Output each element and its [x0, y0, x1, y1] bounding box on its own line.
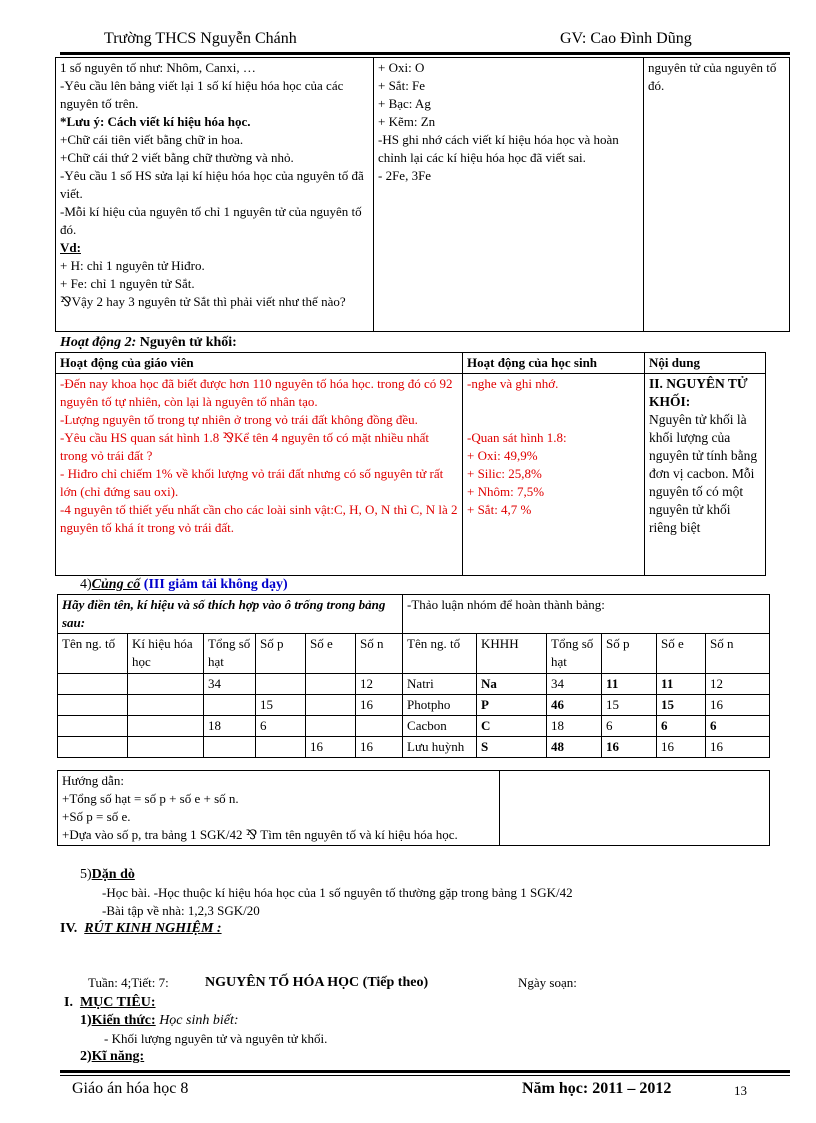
activity2-title: Hoạt động 2: Nguyên tử khối: [60, 335, 237, 350]
top-line: + Oxi: O [378, 60, 425, 75]
top-line: 1 số nguyên tố như: Nhôm, Canxi, … [60, 60, 256, 75]
top-line: + Bạc: Ag [378, 96, 431, 111]
section-iv-title: IV. RÚT KINH NGHIỆM : [60, 921, 222, 936]
table-row: 34 12 Natri Na 34 11 11 12 [58, 674, 770, 695]
top-line: -Yêu cầu lên bảng viết lại 1 số kí hiệu hóa học của các nguyên tố trên. [60, 78, 344, 111]
knowledge-item: - Khối lượng nguyên tử và nguyên tử khối. [104, 1031, 328, 1046]
col-header: Tên ng. tố [58, 634, 128, 674]
guide-empty-cell [500, 771, 770, 846]
top-line: + H: chỉ 1 nguyên tử Hiđro. [60, 258, 205, 273]
teacher-name: GV: Cao Đình Dũng [560, 30, 692, 47]
col-header: Nội dung [645, 353, 766, 374]
top-line: -Mỗi kí hiệu của nguyên tố chỉ 1 nguyên tử của nguyên tố đó. [60, 204, 362, 237]
activity2-table [55, 352, 766, 576]
exercise-right-title: -Thảo luận nhóm để hoàn thành bảng: [403, 595, 770, 634]
top-line: -HS ghi nhớ cách viết kí hiệu hóa học và hoàn chỉnh lại các kí hiệu hóa học đã viết sai. [378, 132, 619, 165]
top-line: *Lưu ý: Cách viết kí hiệu hóa học. [60, 114, 251, 129]
exercise-header-row [58, 634, 770, 674]
page-number: 13 [734, 1083, 747, 1098]
col-header: Tổng số hạt [204, 634, 256, 674]
exercise-table [57, 594, 770, 758]
col-header: Số p [256, 634, 306, 674]
section5-line: -Bài tập về nhà: 1,2,3 SGK/20 [102, 903, 260, 918]
col-header: Hoạt động của giáo viên [56, 353, 463, 374]
col-header: Kí hiệu hóa học [128, 634, 204, 674]
footer-rule [60, 1070, 790, 1073]
table-row: 18 6 Cacbon C 18 6 6 6 [58, 716, 770, 737]
lesson-date: Ngày soạn: [518, 975, 577, 990]
top-line: + Fe: chỉ 1 nguyên tử Sắt. [60, 276, 195, 291]
top-line: + Kẽm: Zn [378, 114, 436, 129]
footer-subject: Giáo án hóa học 8 [72, 1080, 189, 1097]
col-header: Hoạt động của học sinh [463, 353, 645, 374]
top-line: +Chữ cái thứ 2 viết bằng chữ thường và nhỏ. [60, 150, 294, 165]
col-header: Số n [356, 634, 403, 674]
top-table [55, 57, 790, 332]
objectives-title: I. MỤC TIÊU: [64, 995, 156, 1010]
top-line: ⅋Vậy 2 hay 3 nguyên tử Sắt thì phải viết như thế nào? [60, 294, 346, 309]
top-line: Vd: [60, 240, 81, 255]
col-header: Số e [306, 634, 356, 674]
top-col-content [644, 58, 790, 332]
top-col-student [374, 58, 644, 332]
content-cell: II. NGUYÊN TỬ KHỐI: Nguyên tử khối là khối lượng của nguyên tử tính bằng đơn vị cacbon. Mỗi nguyên tố có một nguyên tử khối riêng biệt [645, 374, 766, 576]
section4-title: 4)Củng cố (III giảm tải không dạy) [80, 577, 288, 592]
guide-table [57, 770, 770, 846]
col-header: Số e [657, 634, 706, 674]
col-header: KHHH [477, 634, 547, 674]
school-name: Trường THCS Nguyễn Chánh [104, 30, 297, 47]
header-rule [60, 52, 790, 55]
section5-line: -Học bài. -Học thuộc kí hiệu hóa học của 1 số nguyên tố thường gặp trong bảng 1 SGK/42 [102, 885, 573, 900]
col-header: Số n [706, 634, 770, 674]
top-line: + Sắt: Fe [378, 78, 426, 93]
footer-rule-thin [60, 1075, 790, 1076]
exercise-left-title: Hãy điền tên, kí hiệu và số thích hợp vào ô trống trong bảng sau: [58, 595, 403, 634]
top-col-teacher [56, 58, 374, 332]
top-line: - 2Fe, 3Fe [378, 168, 432, 183]
top-line: nguyên tử của nguyên tố đó. [648, 60, 777, 93]
col-header: Số p [602, 634, 657, 674]
knowledge-title: 1)Kiến thức: Học sinh biết: [80, 1013, 239, 1028]
col-header: Tổng số hạt [547, 634, 602, 674]
lesson-title: NGUYÊN TỐ HÓA HỌC (Tiếp theo) [205, 975, 429, 990]
footer-year: Năm học: 2011 – 2012 [522, 1080, 672, 1097]
teacher-activity: -Đến nay khoa học đã biết được hơn 110 nguyên tố hóa học. trong đó có 92 nguyên tố tự nhiên, còn lại là nguyên tố nhân tạo. -Lượng nguyên tố trong tự nhiên ở trong vỏ trái đất không đồng đều. -Yêu cầu HS quan sát hình 1.8 ⅋Kể tên 4 nguyên tố có mặt nhiều nhất trong vỏ trái đất ? - Hiđro chỉ chiếm 1% về khối lượng vỏ trái đất nhưng có số nguyên tử rất lớn (chỉ đứng sau oxi). -4 nguyên tố thiết yếu nhất cần cho các loài sinh vật:C, H, O, N thì C, N là 2 nguyên tố khá ít trong vỏ trái đất. [56, 374, 463, 576]
col-header: Tên ng. tố [403, 634, 477, 674]
student-activity: -nghe và ghi nhớ. -Quan sát hình 1.8: + Oxi: 49,9% + Silic: 25,8% + Nhôm: 7,5% + Sắt: 4,7 % [463, 374, 645, 576]
top-line: -Yêu cầu 1 số HS sửa lại kí hiệu hóa học của nguyên tố đã viết. [60, 168, 364, 201]
top-line: +Chữ cái tiên viết bằng chữ in hoa. [60, 132, 244, 147]
guide-cell: Hướng dẫn: +Tổng số hạt = số p + số e + số n. +Số p = số e. +Dựa vào số p, tra bảng 1 SGK/42 ⅋ Tìm tên nguyên tố và kí hiệu hóa học. [58, 771, 500, 846]
table-row: 16 16 Lưu huỳnh S 48 16 16 16 [58, 737, 770, 758]
section5-title: 5)Dặn dò [80, 867, 135, 882]
lesson-week: Tuần: 4;Tiết: 7: [88, 975, 169, 990]
skills-title: 2)Kĩ năng: [80, 1049, 145, 1064]
table-row: 15 16 Photpho P 46 15 15 16 [58, 695, 770, 716]
